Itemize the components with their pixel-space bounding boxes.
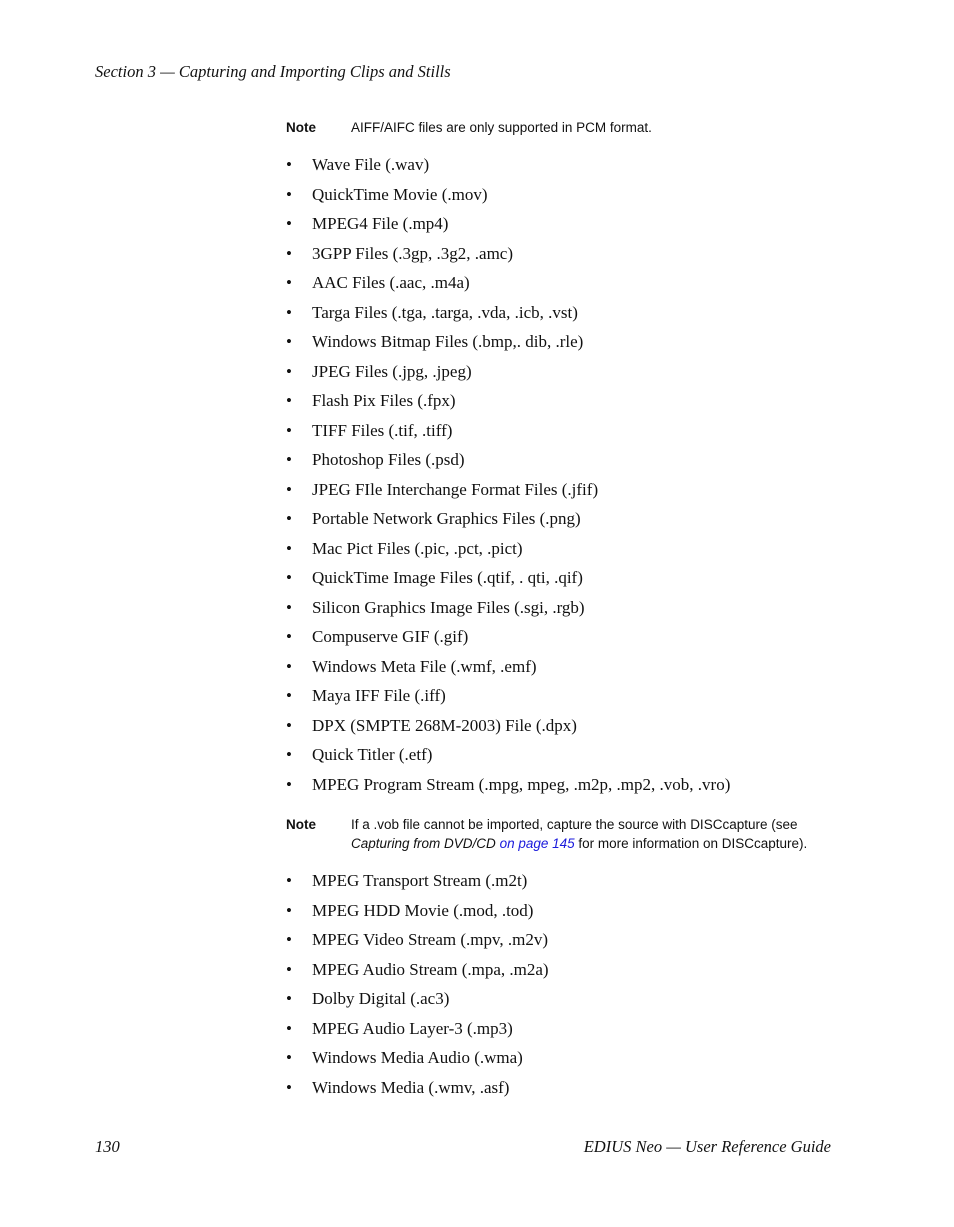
note-text: AIFF/AIFC files are only supported in PCM format.: [351, 120, 652, 135]
list-item: • MPEG4 File (.mp4): [286, 214, 730, 244]
supported-formats-list: [286, 155, 730, 804]
note-pcm-format: [286, 118, 826, 137]
list-item: • MPEG Audio Layer-3 (.mp3): [286, 1019, 549, 1049]
note-text-before: If a .vob file cannot be imported, capture the source with DISCcapture (see: [351, 817, 798, 832]
list-item: • DPX (SMPTE 268M-2003) File (.dpx): [286, 716, 730, 746]
list-item: • MPEG Audio Stream (.mpa, .m2a): [286, 960, 549, 990]
note-text: [351, 815, 826, 853]
list-item: • MPEG Program Stream (.mpg, mpeg, .m2p, .mp2, .vob, .vro): [286, 775, 730, 805]
list-item: • Portable Network Graphics Files (.png): [286, 509, 730, 539]
list-item: • Windows Meta File (.wmf, .emf): [286, 657, 730, 687]
list-item: • JPEG FIle Interchange Format Files (.jfif): [286, 480, 730, 510]
list-item: • Flash Pix Files (.fpx): [286, 391, 730, 421]
list-item: • Mac Pict Files (.pic, .pct, .pict): [286, 539, 730, 569]
list-item: • Photoshop Files (.psd): [286, 450, 730, 480]
note-vob-import: [286, 815, 826, 853]
list-item: • Wave File (.wav): [286, 155, 730, 185]
list-item: • Maya IFF File (.iff): [286, 686, 730, 716]
list-item: • Targa Files (.tga, .targa, .vda, .icb, .vst): [286, 303, 730, 333]
list-item: • QuickTime Image Files (.qtif, . qti, .qif): [286, 568, 730, 598]
list-item: • MPEG Transport Stream (.m2t): [286, 871, 549, 901]
list-item: • Quick Titler (.etf): [286, 745, 730, 775]
note-text-after: for more information on DISCcapture).: [578, 836, 808, 851]
list-item: • TIFF Files (.tif, .tiff): [286, 421, 730, 451]
list-item: • Windows Media Audio (.wma): [286, 1048, 549, 1078]
footer-doc-title: EDIUS Neo — User Reference Guide: [583, 1137, 831, 1156]
list-item: • JPEG Files (.jpg, .jpeg): [286, 362, 730, 392]
list-item: • Windows Bitmap Files (.bmp,. dib, .rle): [286, 332, 730, 362]
cross-reference-title: Capturing from DVD/CD: [351, 836, 496, 851]
list-item: • QuickTime Movie (.mov): [286, 185, 730, 215]
list-item: • Dolby Digital (.ac3): [286, 989, 549, 1019]
list-item: • Compuserve GIF (.gif): [286, 627, 730, 657]
supported-formats-list-continued: [286, 871, 549, 1107]
list-item: • MPEG HDD Movie (.mod, .tod): [286, 901, 549, 931]
note-label: Note: [286, 817, 316, 832]
cross-reference-page-link[interactable]: on page 145: [499, 836, 575, 851]
running-header: Section 3 — Capturing and Importing Clips and Stills: [95, 62, 451, 81]
page-number: 130: [95, 1137, 120, 1156]
list-item: • Silicon Graphics Image Files (.sgi, .rgb): [286, 598, 730, 628]
list-item: • AAC Files (.aac, .m4a): [286, 273, 730, 303]
list-item: • MPEG Video Stream (.mpv, .m2v): [286, 930, 549, 960]
note-label: Note: [286, 120, 316, 135]
list-item: • Windows Media (.wmv, .asf): [286, 1078, 549, 1108]
list-item: • 3GPP Files (.3gp, .3g2, .amc): [286, 244, 730, 274]
